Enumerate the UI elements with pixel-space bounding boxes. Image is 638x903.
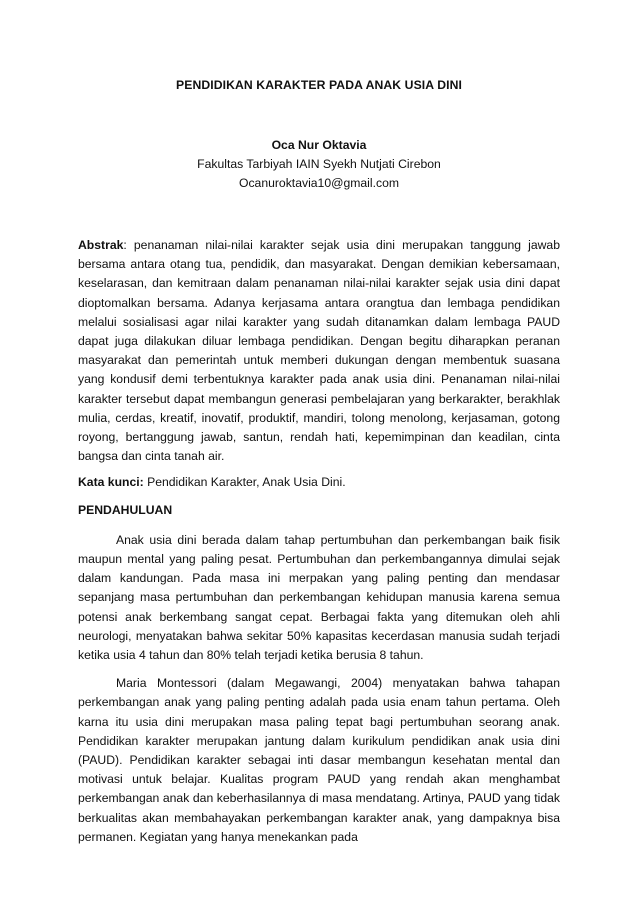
keywords-paragraph [78, 473, 560, 492]
author-name: Oca Nur Oktavia [271, 138, 367, 152]
body-paragraph-2: Maria Montessori (dalam Megawangi, 2004) menyatakan bahwa tahapan perkembangan anak yang paling penting adalah pada usia enam tahun pertama. Oleh karna itu usia dini merupakan masa paling tepat bagi pertumbuhan seorang anak. Pendidikan karakter merupakan jantung dalam kurikulum pendidikan anak usia dini (PAUD). Pendidikan karakter sebagai inti dasar membangun kesehatan mental dan motivasi untuk belajar. Kualitas program PAUD yang rendah akan menghambat perkembangan anak dan keberhasilannya di masa mendatang. Artinya, PAUD yang tidak berkualitas akan membahayakan perkembangan karakter anak, yang dampaknya bisa permanen. Kegiatan yang hanya menekankan pada [78, 676, 560, 844]
abstract-paragraph [78, 236, 560, 466]
author-affiliation: Fakultas Tarbiyah IAIN Syekh Nutjati Cirebon [197, 157, 441, 171]
keywords-label: Kata kunci: [78, 475, 144, 490]
paper-title: PENDIDIKAN KARAKTER PADA ANAK USIA DINI [175, 78, 463, 92]
body-paragraph-1: Anak usia dini berada dalam tahap pertumbuhan dan perkembangan baik fisik maupun mental yang paling pesat. Pertumbuhan dan perkembangannya dimulai sejak dalam kandungan. Pada masa ini merpakan yang paling penting dan mendasar sepanjang masa pertumbuhan dan perkembangan kehidupan manusia karena semua potensi anak berkembang sangat cepat. Berbagai fakta yang ditemukan oleh ahli neurologi, menyatakan bahwa sekitar 50% kapasitas kecerdasan manusia sudah terjadi ketika usia 4 tahun dan 80% telah terjadi ketika berusia 8 tahun. [78, 532, 560, 663]
section-heading-pendahuluan: PENDAHULUAN [78, 502, 173, 517]
keywords-text: Pendidikan Karakter, Anak Usia Dini. [143, 475, 346, 490]
abstract-text: : penanaman nilai-nilai karakter sejak usia dini merupakan tanggung jawab bersama antara otang tua, pendidik, dan masyarakat. Dengan demikian kebersamaan, keselarasan, dan kemitraan dalam penanaman nilai-nilai karakter sejak usia dini dapat dioptomalkan bersama. Adanya kerjasama antara orangtua dan lembaga pendidikan melalui sosialisasi agar nilai karakter yang sudah ditanamkan dalam lembaga PAUD dapat juga dilakukan diluar lembaga pendidikan. Dengan begitu diharapkan peranan masyarakat dan pemerintah untuk memberi dukungan dengan membentuk suasana yang kondusif demi terbentuknya karakter pada anak usia dini. Penanaman nilai-nilai karakter tersebut dapat membangun generasi pembelajaran yang berkarakter, berakhlak mulia, cerdas, kreatif, inovatif, produktif, mandiri, tolong menolong, kerjasaman, gotong royong, bertanggung jawab, santun, rendah hati, kepemimpinan dan keadilan, cinta bangsa dan cinta tanah air. [78, 238, 560, 464]
abstract-label: Abstrak [78, 238, 124, 252]
paper-body [78, 236, 560, 847]
author-email[interactable]: Ocanuroktavia10@gmail.com [238, 176, 400, 190]
author-block [0, 136, 638, 193]
